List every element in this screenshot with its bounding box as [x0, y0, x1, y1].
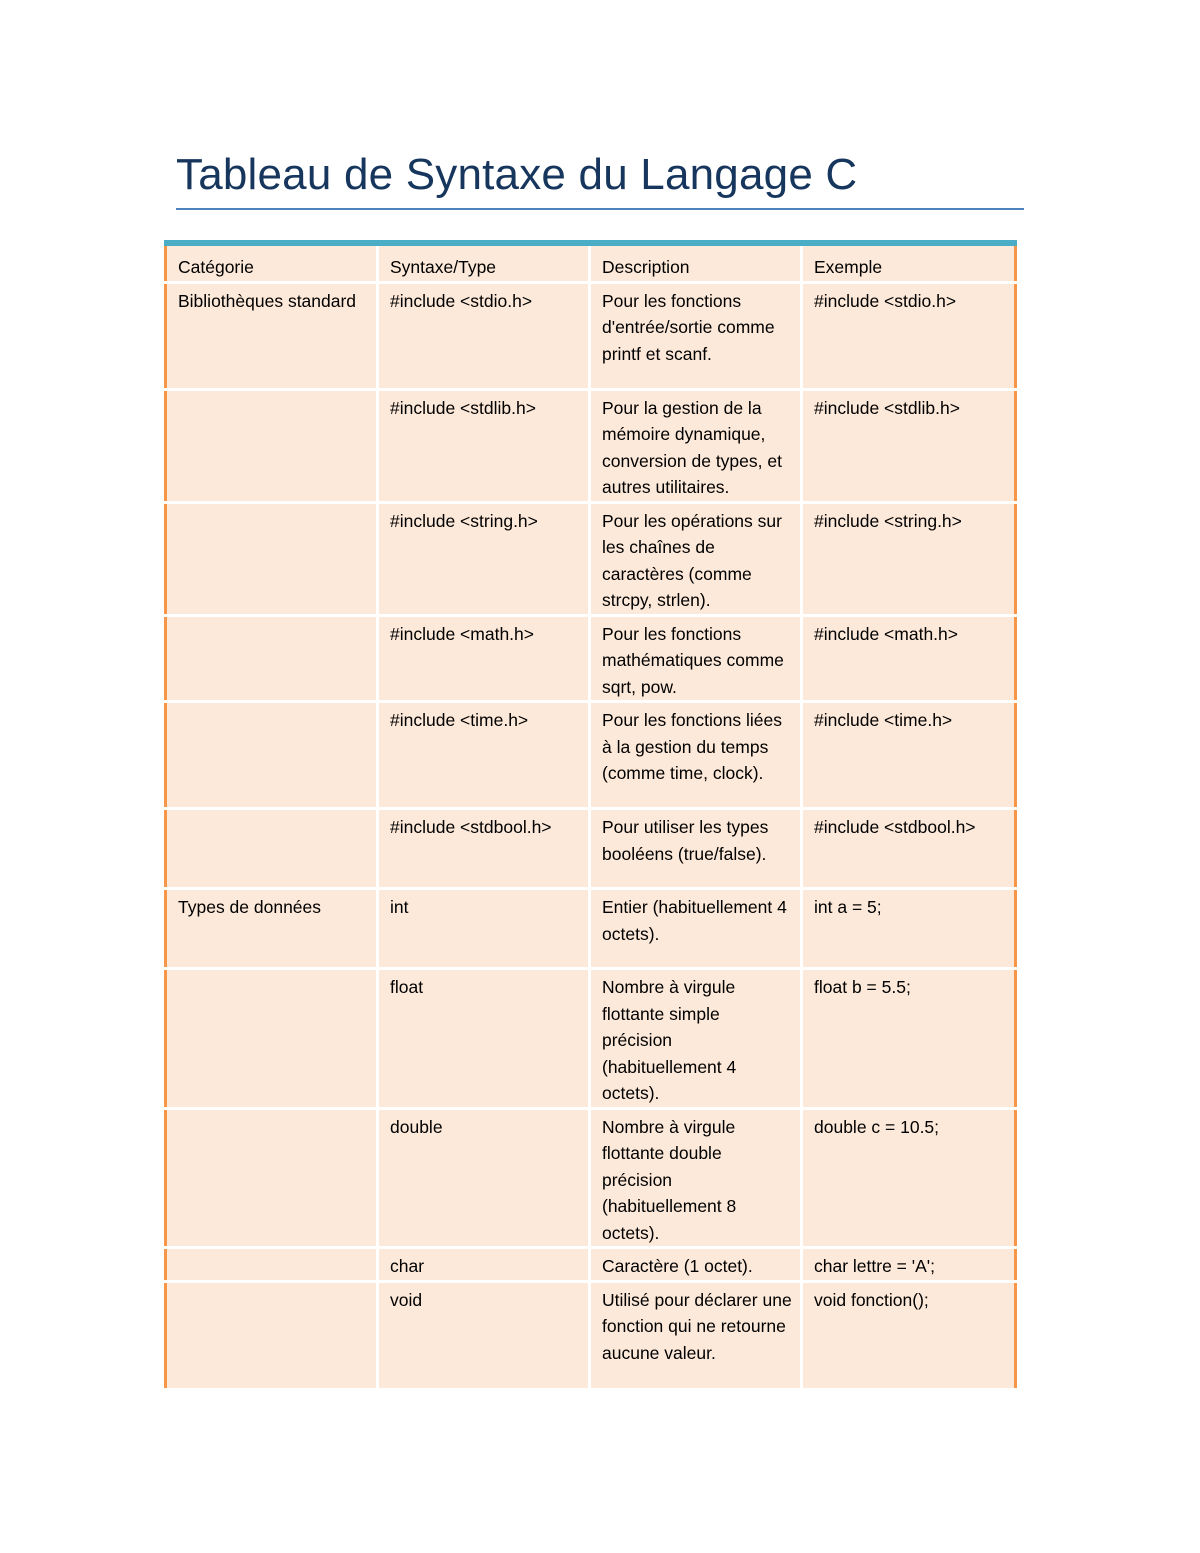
cell-description: Pour la gestion de la mémoire dynamique, conversion de types, et autres utilitaires.	[590, 389, 802, 502]
table-row	[166, 969, 1016, 1109]
cell-syntax: #include <stdlib.h>	[378, 389, 590, 502]
table-row	[166, 502, 1016, 615]
cell-description: Entier (habituellement 4 octets).	[590, 889, 802, 969]
table-row	[166, 1281, 1016, 1388]
cell-description: Caractère (1 octet).	[590, 1248, 802, 1282]
header-category: Catégorie	[166, 243, 378, 282]
table-row	[166, 389, 1016, 502]
cell-category: Types de données	[166, 889, 378, 969]
cell-description: Pour les fonctions d'entrée/sortie comme printf et scanf.	[590, 282, 802, 389]
cell-syntax: #include <stdio.h>	[378, 282, 590, 389]
table-row	[166, 809, 1016, 889]
cell-example: #include <math.h>	[802, 615, 1016, 702]
cell-description: Pour les fonctions liées à la gestion du temps (comme time, clock).	[590, 702, 802, 809]
cell-syntax: char	[378, 1248, 590, 1282]
cell-example: float b = 5.5;	[802, 969, 1016, 1109]
cell-example: #include <stdbool.h>	[802, 809, 1016, 889]
cell-category	[166, 389, 378, 502]
cell-description: Pour utiliser les types booléens (true/false).	[590, 809, 802, 889]
cell-syntax: #include <math.h>	[378, 615, 590, 702]
table-row	[166, 889, 1016, 969]
cell-syntax: double	[378, 1108, 590, 1248]
cell-category	[166, 1281, 378, 1388]
cell-syntax: void	[378, 1281, 590, 1388]
syntax-table	[164, 240, 1017, 1388]
cell-description: Utilisé pour déclarer une fonction qui ne retourne aucune valeur.	[590, 1281, 802, 1388]
cell-syntax: int	[378, 889, 590, 969]
table-row	[166, 282, 1016, 389]
cell-example: double c = 10.5;	[802, 1108, 1016, 1248]
cell-description: Nombre à virgule flottante simple précision (habituellement 4 octets).	[590, 969, 802, 1109]
page-title: Tableau de Syntaxe du Langage C	[176, 150, 858, 199]
cell-category	[166, 615, 378, 702]
cell-example: #include <string.h>	[802, 502, 1016, 615]
cell-example: char lettre = 'A';	[802, 1248, 1016, 1282]
header-description: Description	[590, 243, 802, 282]
cell-description: Pour les fonctions mathématiques comme sqrt, pow.	[590, 615, 802, 702]
cell-example: #include <stdio.h>	[802, 282, 1016, 389]
cell-example: void fonction();	[802, 1281, 1016, 1388]
cell-description: Nombre à virgule flottante double précision (habituellement 8 octets).	[590, 1108, 802, 1248]
cell-syntax: #include <time.h>	[378, 702, 590, 809]
cell-category	[166, 1248, 378, 1282]
cell-syntax: float	[378, 969, 590, 1109]
cell-syntax: #include <string.h>	[378, 502, 590, 615]
table-row	[166, 1248, 1016, 1282]
cell-category	[166, 1108, 378, 1248]
cell-description: Pour les opérations sur les chaînes de caractères (comme strcpy, strlen).	[590, 502, 802, 615]
cell-category: Bibliothèques standard	[166, 282, 378, 389]
title-underline	[176, 208, 1024, 210]
cell-example: int a = 5;	[802, 889, 1016, 969]
cell-category	[166, 502, 378, 615]
cell-example: #include <stdlib.h>	[802, 389, 1016, 502]
table-row	[166, 702, 1016, 809]
cell-category	[166, 809, 378, 889]
header-example: Exemple	[802, 243, 1016, 282]
cell-category	[166, 702, 378, 809]
table-row	[166, 1108, 1016, 1248]
table-row	[166, 615, 1016, 702]
table-header-row	[166, 243, 1016, 282]
cell-syntax: #include <stdbool.h>	[378, 809, 590, 889]
cell-example: #include <time.h>	[802, 702, 1016, 809]
cell-category	[166, 969, 378, 1109]
header-syntax: Syntaxe/Type	[378, 243, 590, 282]
